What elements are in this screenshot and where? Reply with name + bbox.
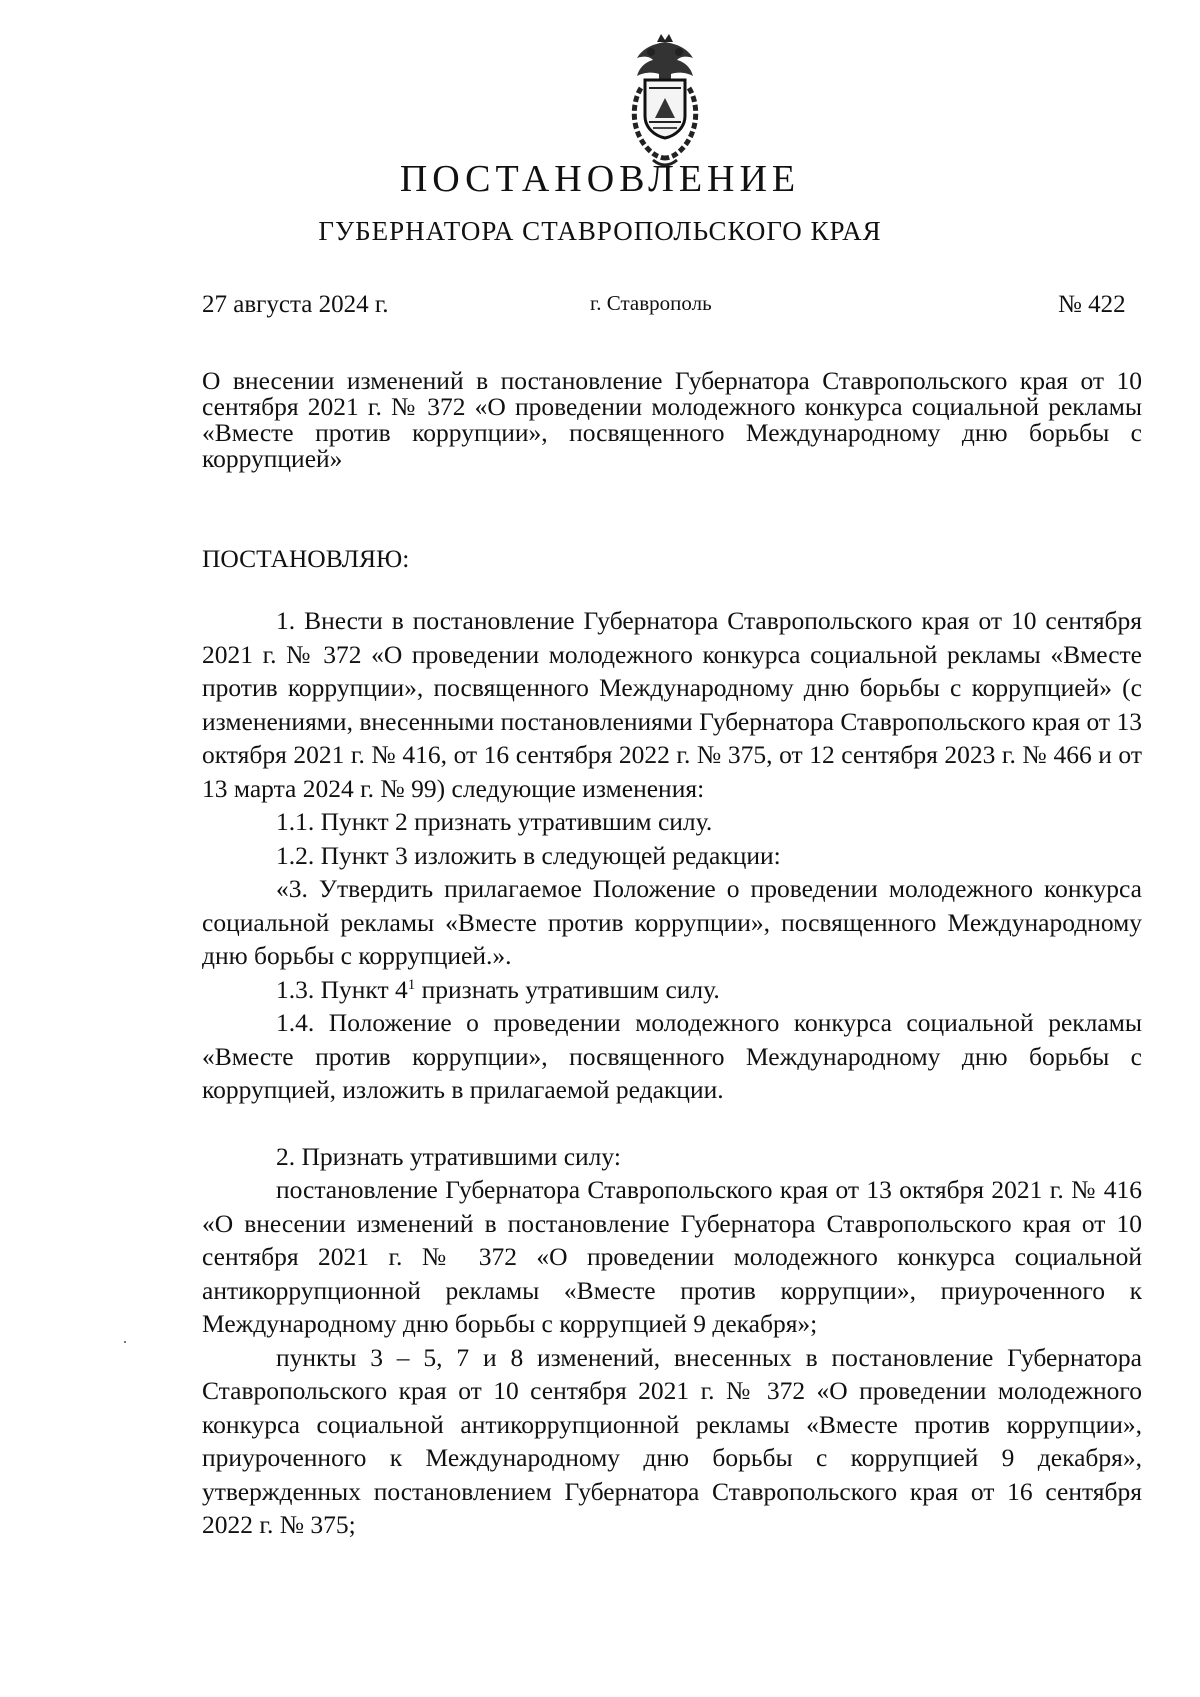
paragraph-1-2-quote: «3. Утвердить прилагаемое Положение о проведении молодежного конкурса социальной рекламы «Вместе против коррупции», посвященного Международному дню борьбы с коррупцией.».	[202, 874, 1142, 970]
paragraph-2-a: постановление Губернатора Ставропольского края от 13 октября 2021 г. № 416 «О внесении изменений в постановление Губернатора Ставропольского края от 10 сентября 2021 г. № 372 «О проведении молодежного конкурса социальной антикоррупционной рекламы «Вместе против коррупции», приуроченного к Международному дню борьбы с коррупцией 9 декабря»;	[202, 1175, 1142, 1338]
document-city: г. Ставрополь	[590, 291, 712, 315]
decree-word: ПОСТАНОВЛЯЮ:	[202, 544, 410, 573]
issuer-title: ГУБЕРНАТОРА СТАВРОПОЛЬСКОГО КРАЯ	[318, 216, 882, 246]
paragraph-1-3-start: 1.3. Пункт 4	[276, 974, 408, 1004]
scan-speck	[124, 1341, 126, 1343]
paragraph-2-b: пункты 3 – 5, 7 и 8 изменений, внесенных в постановление Губернатора Ставропольского края от 10 сентября 2021 г. № 372 «О проведении молодежного конкурса социальной антикоррупционной рекламы «Вместе против коррупции», приуроченного к Международному дню борьбы с коррупцией 9 декабря», утвержденных постановлением Губернатора Ставропольского края от 16 сентября 2022 г. № 375;	[202, 1342, 1142, 1539]
paragraph-2: 2. Признать утратившими силу:	[276, 1141, 621, 1171]
paragraph-1-4: 1.4. Положение о проведении молодежного конкурса социальной рекламы «Вместе против коррупции», посвященного Международному дню борьбы с коррупцией, изложить в прилагаемой редакции.	[202, 1008, 1142, 1104]
paragraph-1-3	[202, 973, 1142, 1007]
document-type-title: ПОСТАНОВЛЕНИЕ	[399, 158, 801, 200]
document-date: 27 августа 2024 г.	[202, 291, 389, 318]
stavropol-coat-of-arms-icon	[623, 32, 707, 172]
paragraph-1-1: 1.1. Пункт 2 признать утратившим силу.	[276, 807, 713, 836]
document-subject: О внесении изменений в постановление Губернатора Ставропольского края от 10 сентября 2021 г. № 372 «О проведении молодежного конкурса социальной рекламы «Вместе против коррупции», посвященного Международному дню борьбы с коррупцией»	[202, 366, 1142, 473]
paragraph-1-2: 1.2. Пункт 3 изложить в следующей редакции:	[276, 840, 781, 870]
paragraph-1: 1. Внести в постановление Губернатора Ставропольского края от 10 сентября 2021 г. № 372 «О проведении молодежного конкурса социальной рекламы «Вместе против коррупции», посвященного Международному дню борьбы с коррупцией» (с изменениями, внесенными постановлениями Губернатора Ставропольского края от 13 октября 2021 г. № 416, от 16 сентября 2022 г. № 375, от 12 сентября 2023 г. № 466 и от 13 марта 2024 г. № 99) следующие изменения:	[202, 606, 1142, 803]
document-body	[202, 604, 1142, 1542]
superscript-mark: 1	[407, 976, 416, 993]
paragraph-1-3-end: признать утратившим силу.	[415, 974, 720, 1004]
document-number: № 422	[1058, 291, 1126, 318]
